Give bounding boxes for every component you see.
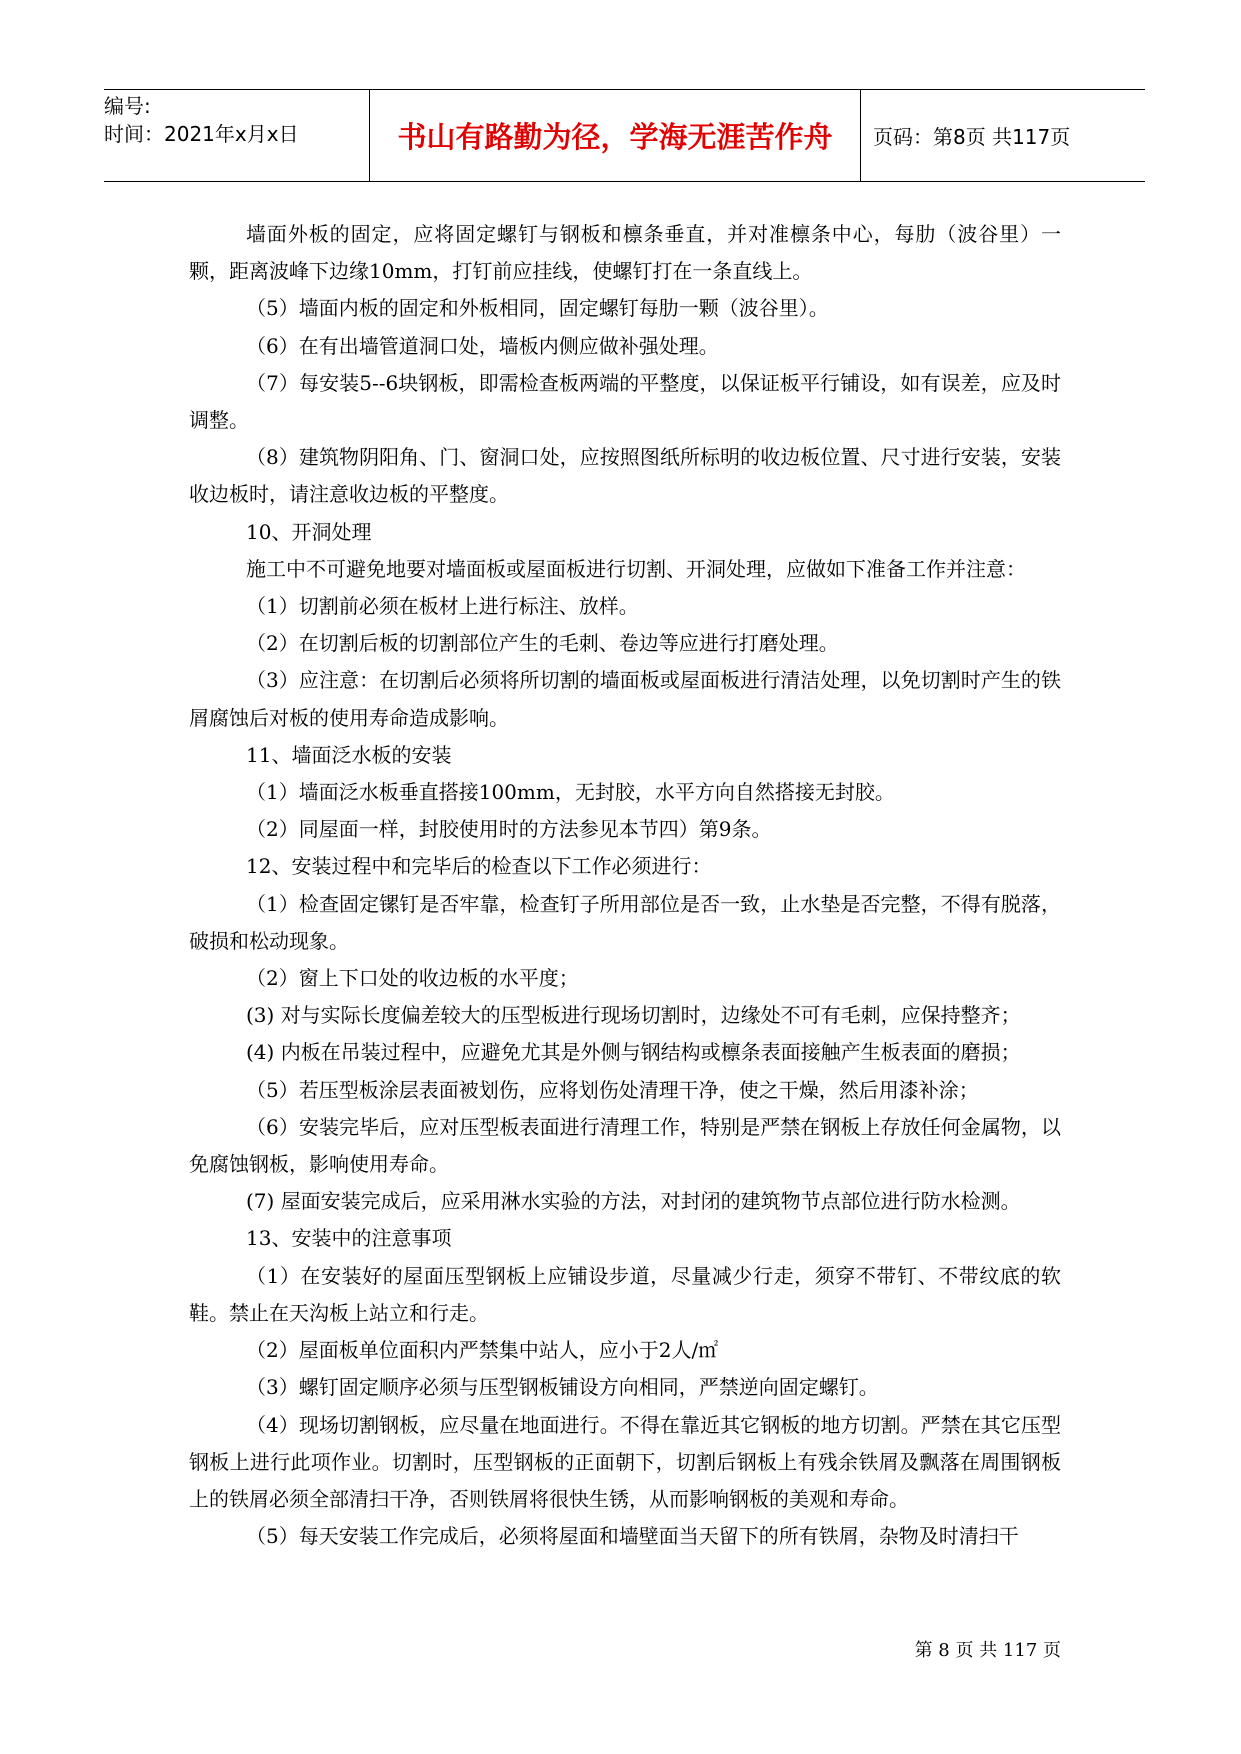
paragraph: 施工中不可避免地要对墙面板或屋面板进行切割、开洞处理，应做如下准备工作并注意： [246, 556, 1026, 581]
paragraph: （2）在切割后板的切割部位产生的毛刺、卷边等应进行打磨处理。 [246, 631, 839, 656]
paragraph: （1）墙面泛水板垂直搭接100mm，无封胶，水平方向自然搭接无封胶。 [246, 780, 895, 805]
paragraph: （2）窗上下口处的收边板的水平度； [246, 966, 579, 991]
paragraph: (7) 屋面安装完成后，应采用淋水实验的方法，对封闭的建筑物节点部位进行防水检测。 [246, 1189, 1021, 1214]
paragraph: （1）切割前必须在板材上进行标注、放样。 [246, 594, 639, 619]
number-label: 编号: [104, 94, 151, 118]
paragraph: （5）若压型板涂层表面被划伤，应将划伤处清理干净，使之干燥，然后用漆补涂； [246, 1077, 979, 1102]
paragraph: （6）安装完毕后，应对压型板表面进行清理工作，特别是严禁在钢板上存放任何金属物，以免腐蚀钢板，影响使用寿命。 [189, 1114, 1061, 1177]
document-body [189, 216, 1061, 1555]
page-header [104, 89, 1145, 182]
paragraph: （2）屋面板单位面积内严禁集中站人，应小于2人/㎡ [246, 1338, 719, 1363]
paragraph: （1）检查固定镙钉是否牢靠，检查钉子所用部位是否一致，止水垫是否完整，不得有脱落，破损和松动现象。 [189, 891, 1061, 953]
section-heading: 12、安装过程中和完毕后的检查以下工作必须进行： [246, 854, 712, 879]
paragraph: （3）应注意：在切割后必须将所切割的墙面板或屋面板进行清洁处理，以免切割时产生的铁屑腐蚀后对板的使用寿命造成影响。 [189, 668, 1061, 730]
paragraph: （6）在有出墙管道洞口处，墙板内侧应做补强处理。 [246, 333, 719, 358]
page-footer: 第 8 页 共 117 页 [914, 1640, 1061, 1661]
section-heading: 10、开洞处理 [246, 519, 372, 544]
paragraph: （7）每安装5--6块钢板，即需检查板两端的平整度，以保证板平行铺设，如有误差，应及时调整。 [189, 370, 1061, 433]
paragraph: （5）墙面内板的固定和外板相同，固定螺钉每肋一颗（波谷里）。 [246, 296, 829, 321]
paragraph: （4）现场切割钢板，应尽量在地面进行。不得在靠近其它钢板的地方切割。严禁在其它压型钢板上进行此项作业。切割时，压型钢板的正面朝下，切割后钢板上有残余铁屑及飘落在周围钢板上的铁屑必须全部清扫干净，否则铁屑将很快生锈，从而影响钢板的美观和寿命。 [189, 1412, 1061, 1511]
header-page-code: 页码：第8页 共117页 [873, 125, 1071, 149]
paragraph: 墙面外板的固定，应将固定螺钉与钢板和檩条垂直，并对准檩条中心，每肋（波谷里）一颗，距离波峰下边缘10mm，打钉前应挂线，使螺钉打在一条直线上。 [189, 222, 1061, 284]
paragraph: (3) 对与实际长度偏差较大的压型板进行现场切割时，边缘处不可有毛刺，应保持整齐； [246, 1003, 1021, 1028]
header-info [104, 90, 370, 181]
paragraph: （1）在安装好的屋面压型钢板上应铺设步道，尽量减少行走，须穿不带钉、不带纹底的软鞋。禁止在天沟板上站立和行走。 [189, 1263, 1061, 1325]
paragraph: (4) 内板在吊装过程中，应避免尤其是外侧与钢结构或檩条表面接触产生板表面的磨损； [246, 1040, 1021, 1065]
paragraph: （5）每天安装工作完成后，必须将屋面和墙壁面当天留下的所有铁屑，杂物及时清扫干 [246, 1524, 1019, 1549]
section-heading: 11、墙面泛水板的安装 [246, 742, 452, 767]
section-heading: 13、安装中的注意事项 [246, 1226, 452, 1251]
time-label: 时间：2021年x月x日 [104, 122, 299, 146]
paragraph: （2）同屋面一样，封胶使用时的方法参见本节四）第9条。 [246, 817, 772, 842]
paragraph: （8）建筑物阴阳角、门、窗洞口处，应按照图纸所标明的收边板位置、尺寸进行安装，安装收边板时，请注意收边板的平整度。 [189, 445, 1061, 507]
paragraph: （3）螺钉固定顺序必须与压型钢板铺设方向相同，严禁逆向固定螺钉。 [246, 1375, 879, 1400]
header-motto: 书山有路勤为径，学海无涯苦作舟 [370, 90, 861, 181]
